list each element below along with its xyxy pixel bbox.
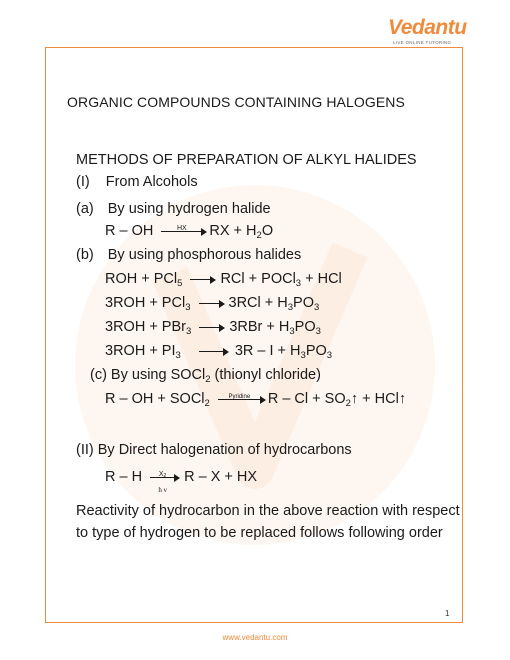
paragraph-line-1: Reactivity of hydrocarbon in the above reaction with respect: [76, 503, 460, 519]
eq-subscript: 2: [345, 398, 351, 409]
eq-subscript: 2: [256, 230, 262, 241]
reaction-arrow: [190, 270, 216, 288]
equation-pi3: [105, 342, 332, 360]
equation-pcl5: [105, 270, 342, 288]
vedantu-logo[interactable]: [388, 16, 468, 50]
eq-rhs: RX + H: [209, 223, 257, 239]
part1-label: (I): [76, 174, 90, 190]
part1a-text: By using hydrogen halide: [107, 201, 271, 217]
eq-subscript: 3: [287, 302, 294, 313]
footer-url-link[interactable]: www.vedantu.com: [222, 633, 288, 642]
arrow-condition: Pyridine: [228, 394, 251, 401]
eq-subscript: 3: [314, 302, 320, 313]
reaction-arrow: [199, 342, 229, 360]
part1a-heading: [76, 200, 271, 218]
equation-socl2: [105, 390, 406, 408]
eq-rhs-tail: O: [261, 223, 274, 239]
eq-subscript: 3: [295, 278, 302, 289]
document-title: ORGANIC COMPOUNDS CONTAINING HALOGENS: [67, 94, 405, 110]
eq-subscript: 2: [163, 473, 167, 480]
eq-rhs: R – X + HX: [184, 469, 258, 485]
eq-subscript: 2: [205, 374, 211, 385]
eq-subscript: 3: [326, 350, 333, 361]
eq-subscript: 3: [185, 302, 191, 313]
eq-rhs: 3RCl + H: [228, 295, 288, 311]
eq-lhs: 3ROH + PCl: [105, 295, 186, 311]
part1c-heading: [90, 366, 321, 384]
equation-halogenation: [105, 468, 258, 495]
eq-rhs: R – Cl + SO: [267, 391, 346, 407]
eq-rhs-tail: PO: [293, 295, 314, 311]
reaction-arrow: [199, 318, 225, 336]
gas-up-arrow-icon: ↑: [350, 391, 359, 407]
arrow-condition: X: [158, 471, 164, 479]
part1c-text-tail: (thionyl chloride): [210, 367, 321, 383]
part1-title: From Alcohols: [105, 174, 198, 190]
reaction-arrow: [161, 222, 207, 240]
equation-pcl3: [105, 294, 319, 312]
eq-lhs: R – OH + SOCl: [105, 391, 205, 407]
part1b-label: (b): [76, 247, 94, 263]
part2-heading: (II) By Direct halogenation of hydrocarbons: [76, 442, 352, 458]
eq-lhs: 3ROH + PBr: [105, 319, 186, 335]
part1b-text: By using phosphorous halides: [107, 247, 302, 263]
reaction-arrow: [218, 390, 266, 408]
eq-lhs: R – OH: [105, 223, 154, 239]
part1b-heading: [76, 246, 301, 264]
reaction-arrow: [150, 468, 180, 495]
eq-rhs-tail: PO: [294, 319, 316, 335]
eq-subscript: 3: [289, 326, 295, 337]
reaction-arrow: [199, 294, 225, 312]
eq-rhs: 3RBr + H: [229, 319, 290, 335]
eq-rhs-tail: PO: [305, 343, 327, 359]
logo-tagline: LIVE ONLINE TUTORING: [393, 40, 452, 45]
gas-up-arrow-icon: ↑: [398, 391, 407, 407]
section-heading: METHODS OF PREPARATION OF ALKYL HALIDES: [76, 152, 417, 168]
eq-subscript: 2: [204, 398, 210, 409]
eq-rhs-tail: + HCl: [358, 391, 399, 407]
eq-subscript: 3: [300, 350, 306, 361]
eq-subscript: 3: [185, 326, 192, 337]
eq-subscript: 3: [175, 350, 181, 361]
equation-pbr3: [105, 318, 321, 336]
eq-rhs: 3R – I + H: [234, 343, 301, 359]
arrow-condition: HX: [177, 225, 187, 233]
part1a-label: (a): [76, 201, 94, 217]
paragraph-line-2: to type of hydrogen to be replaced follows following order: [76, 525, 443, 541]
eq-lhs: R – H: [105, 469, 143, 485]
logo-wordmark: Vedantu: [388, 16, 467, 39]
page-number: 1: [445, 609, 450, 618]
eq-subscript: 5: [177, 278, 183, 289]
eq-lhs: 3ROH + PI: [105, 343, 176, 359]
equation-hydrogen-halide: [105, 222, 273, 240]
eq-subscript: 3: [315, 326, 321, 337]
eq-lhs: ROH + PCl: [105, 271, 178, 287]
eq-rhs: RCl + POCl: [220, 271, 296, 287]
arrow-condition-below: h ν: [158, 486, 167, 495]
part1c-text: (c) By using SOCl: [90, 367, 206, 383]
part1-heading: [76, 173, 198, 191]
eq-rhs-tail: + HCl: [301, 271, 342, 287]
